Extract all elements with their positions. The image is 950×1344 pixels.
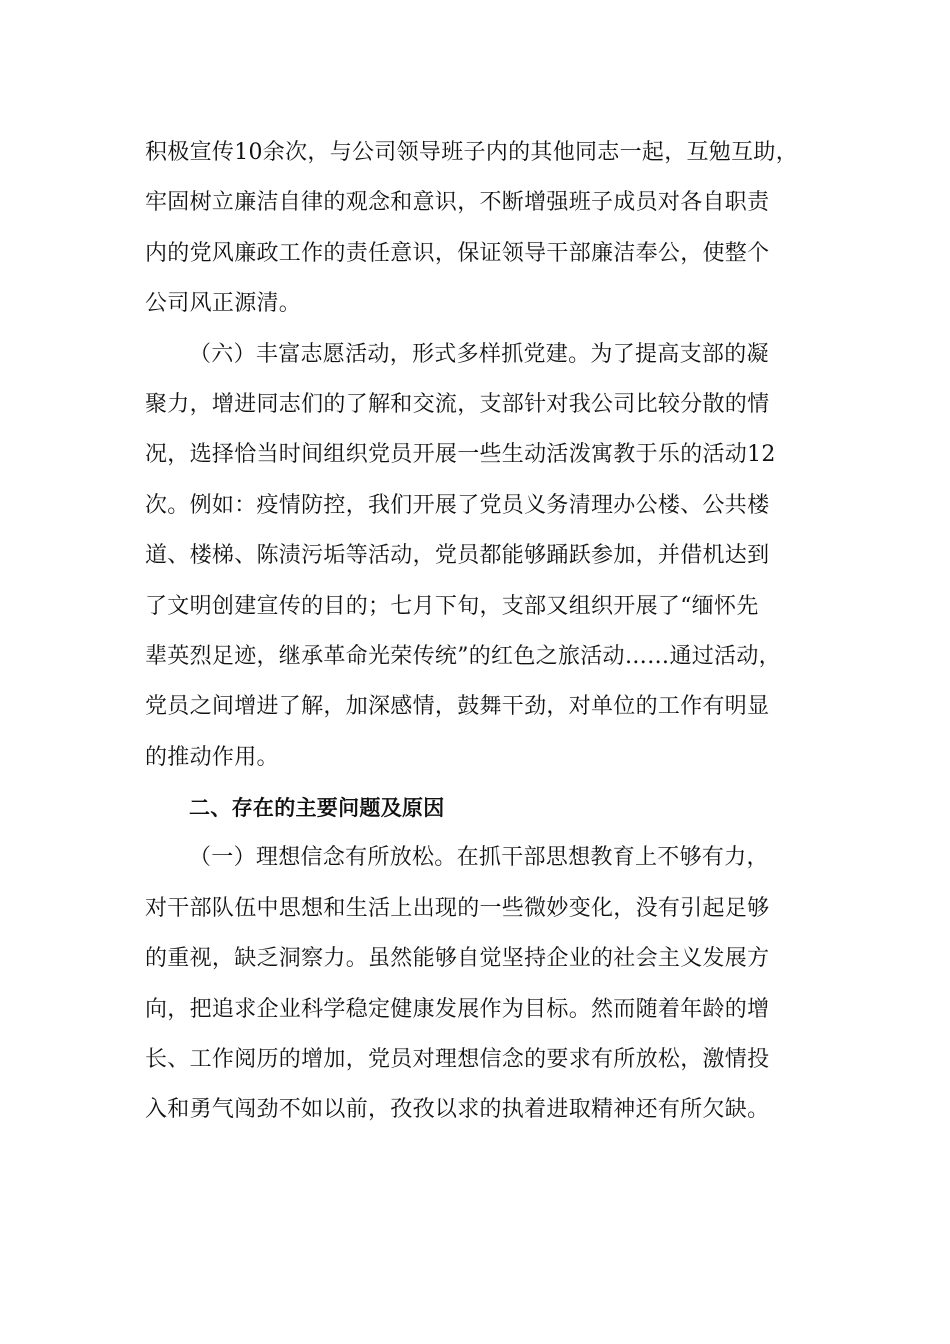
document-body (145, 128, 815, 1136)
paragraph-line: 入和勇气闯劲不如以前，孜孜以求的执着进取精神还有所欠缺。 (145, 1097, 770, 1123)
paragraph-line: 向，把追求企业科学稳定健康发展作为目标。然而随着年龄的增 (145, 996, 770, 1022)
paragraph-line: 内的党风廉政工作的责任意识，保证领导干部廉洁奉公，使整个 (145, 240, 770, 266)
paragraph-line: 了文明创建宣传的目的；七月下旬，支部又组织开展了“缅怀先 (145, 593, 759, 619)
section-heading: 二、存在的主要问题及原因 (189, 796, 445, 821)
paragraph-line: 次。例如：疫情防控，我们开展了党员义务清理办公楼、公共楼 (145, 492, 770, 518)
paragraph-line: （六）丰富志愿活动，形式多样抓党建。为了提高支部的凝 (189, 341, 769, 367)
paragraph-line: 对干部队伍中思想和生活上出现的一些微妙变化，没有引起足够 (145, 895, 770, 921)
paragraph-line: 牢固树立廉洁自律的观念和意识，不断增强班子成员对各自职责 (145, 190, 770, 216)
paragraph-line: （一）理想信念有所放松。在抓干部思想教育上不够有力， (189, 845, 769, 871)
paragraph-line: 公司风正源清。 (145, 291, 302, 317)
paragraph-line: 的推动作用。 (145, 744, 279, 770)
paragraph-line: 聚力，增进同志们的了解和交流，支部针对我公司比较分散的情 (145, 391, 770, 417)
paragraph-line: 积极宣传10余次，与公司领导班子内的其他同志一起，互勉互助， (145, 140, 798, 165)
paragraph-line: 长、工作阅历的增加，党员对理想信念的要求有所放松，激情投 (145, 1047, 770, 1073)
paragraph-line: 况，选择恰当时间组织党员开展一些生动活泼寓教于乐的活动12 (145, 442, 776, 468)
paragraph-line: 道、楼梯、陈渍污垢等活动，党员都能够踊跃参加，并借机达到 (145, 543, 770, 569)
paragraph-line: 党员之间增进了解，加深感情，鼓舞干劲，对单位的工作有明显 (145, 694, 770, 720)
paragraph-line: 的重视，缺乏洞察力。虽然能够自觉坚持企业的社会主义发展方 (145, 946, 770, 972)
paragraph-line: 辈英烈足迹，继承革命光荣传统”的红色之旅活动……通过活动， (145, 643, 781, 669)
